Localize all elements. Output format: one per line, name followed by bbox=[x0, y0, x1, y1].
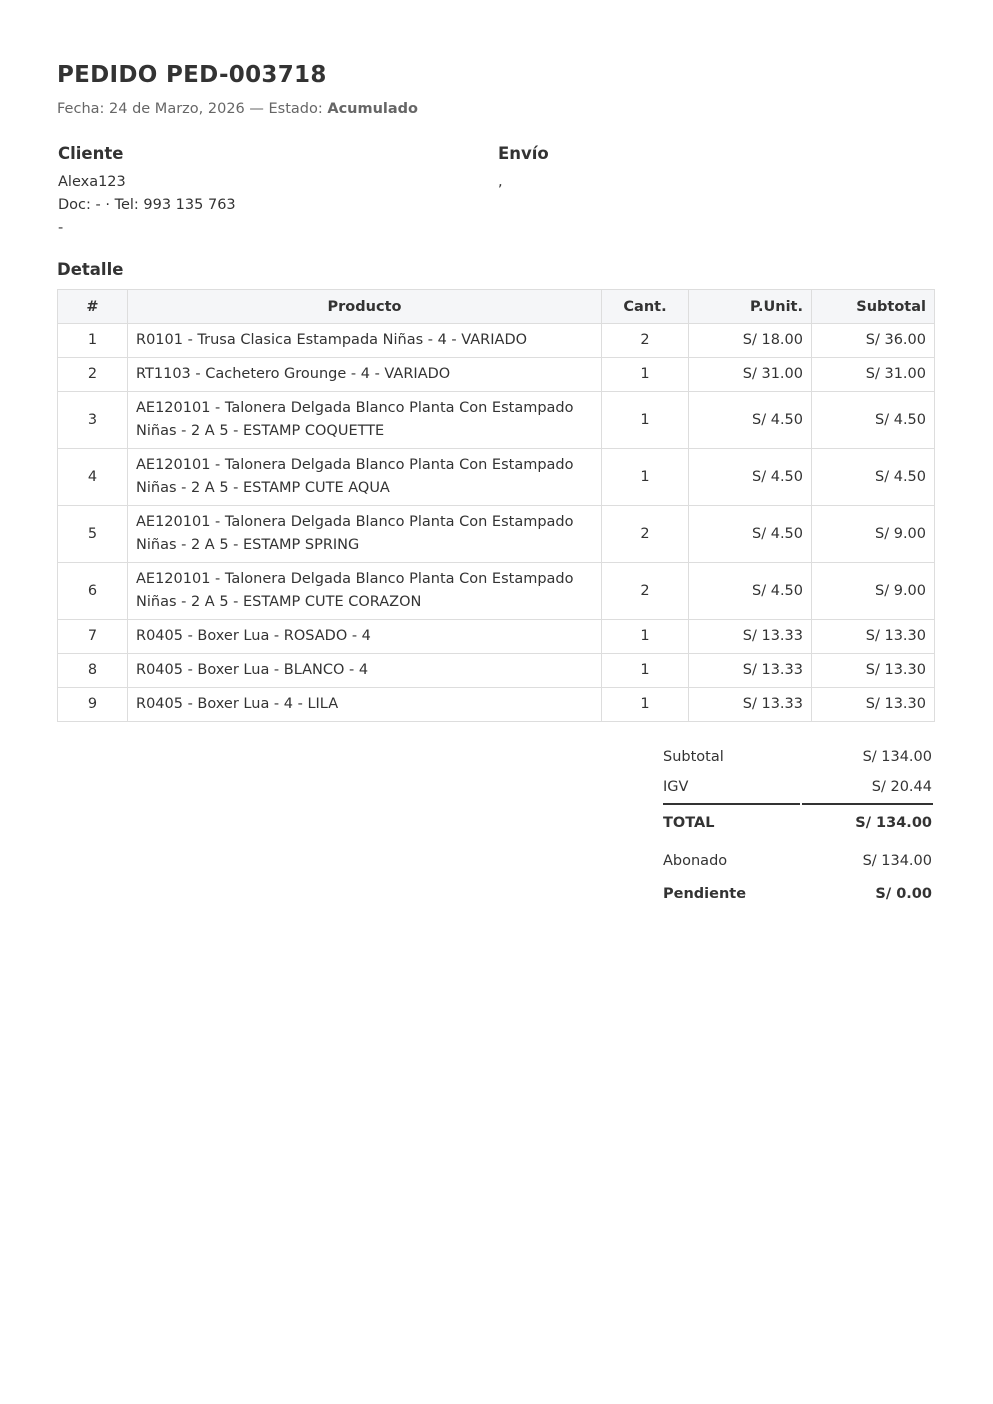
product-line: R0405 - Boxer Lua - 4 - LILA bbox=[136, 696, 339, 712]
row-unit-price: S/ 31.00 bbox=[689, 358, 812, 392]
row-unit-price: S/ 18.00 bbox=[689, 324, 812, 358]
page-title: PEDIDO PED-003718 bbox=[57, 62, 327, 88]
table-row bbox=[58, 324, 935, 358]
totals-total-row bbox=[662, 811, 935, 849]
row-product bbox=[128, 654, 602, 688]
totals-block bbox=[662, 745, 935, 912]
product-line: RT1103 - Cachetero Grounge - 4 - VARIADO bbox=[136, 366, 451, 382]
totals-pending-row bbox=[662, 882, 935, 912]
row-subtotal: S/ 13.30 bbox=[812, 688, 935, 722]
row-quantity: 1 bbox=[602, 688, 689, 722]
row-number: 3 bbox=[58, 392, 128, 449]
detail-heading: Detalle bbox=[57, 260, 124, 279]
row-product bbox=[128, 449, 602, 506]
product-line: Niñas - 2 A 5 - ESTAMP SPRING bbox=[136, 537, 360, 553]
row-quantity: 1 bbox=[602, 654, 689, 688]
row-unit-price: S/ 4.50 bbox=[689, 506, 812, 563]
row-subtotal: S/ 9.00 bbox=[812, 506, 935, 563]
shipping-heading: Envío bbox=[498, 144, 549, 163]
total-divider-left bbox=[663, 803, 800, 805]
product-line: AE120101 - Talonera Delgada Blanco Planta Con Estampado bbox=[136, 514, 574, 530]
row-number: 7 bbox=[58, 620, 128, 654]
row-subtotal: S/ 13.30 bbox=[812, 654, 935, 688]
table-row bbox=[58, 563, 935, 620]
totals-abonado-row bbox=[662, 849, 935, 882]
row-product bbox=[128, 506, 602, 563]
totals-abonado-label: Abonado bbox=[663, 853, 728, 869]
product-line: AE120101 - Talonera Delgada Blanco Planta Con Estampado bbox=[136, 571, 574, 587]
product-line: Niñas - 2 A 5 - ESTAMP CUTE AQUA bbox=[136, 480, 390, 496]
row-quantity: 1 bbox=[602, 358, 689, 392]
table-row bbox=[58, 392, 935, 449]
row-number: 6 bbox=[58, 563, 128, 620]
row-subtotal: S/ 4.50 bbox=[812, 449, 935, 506]
row-unit-price: S/ 13.33 bbox=[689, 620, 812, 654]
column-header-quantity: Cant. bbox=[602, 290, 689, 324]
row-unit-price: S/ 4.50 bbox=[689, 449, 812, 506]
row-quantity: 2 bbox=[602, 506, 689, 563]
row-unit-price: S/ 4.50 bbox=[689, 392, 812, 449]
totals-subtotal-label: Subtotal bbox=[663, 749, 724, 765]
row-number: 2 bbox=[58, 358, 128, 392]
totals-subtotal-value: S/ 134.00 bbox=[862, 749, 932, 765]
row-product bbox=[128, 358, 602, 392]
row-subtotal: S/ 31.00 bbox=[812, 358, 935, 392]
table-header-row bbox=[58, 290, 935, 324]
row-number: 1 bbox=[58, 324, 128, 358]
row-quantity: 1 bbox=[602, 449, 689, 506]
column-header-subtotal: Subtotal bbox=[812, 290, 935, 324]
totals-pending-value: S/ 0.00 bbox=[875, 886, 932, 902]
row-number: 4 bbox=[58, 449, 128, 506]
row-quantity: 2 bbox=[602, 563, 689, 620]
row-quantity: 1 bbox=[602, 620, 689, 654]
totals-igv-label: IGV bbox=[663, 779, 689, 795]
row-quantity: 1 bbox=[602, 392, 689, 449]
row-unit-price: S/ 4.50 bbox=[689, 563, 812, 620]
product-line: R0101 - Trusa Clasica Estampada Niñas - 4 - VARIADO bbox=[136, 332, 528, 348]
row-product bbox=[128, 620, 602, 654]
client-doc-tel: Doc: - · Tel: 993 135 763 bbox=[58, 197, 236, 213]
order-date: Fecha: 24 de Marzo, 2026 — Estado: bbox=[57, 101, 328, 117]
table-row bbox=[58, 449, 935, 506]
row-unit-price: S/ 13.33 bbox=[689, 654, 812, 688]
column-header-product: Producto bbox=[128, 290, 602, 324]
column-header-unit-price: P.Unit. bbox=[689, 290, 812, 324]
table-row bbox=[58, 358, 935, 392]
row-subtotal: S/ 4.50 bbox=[812, 392, 935, 449]
totals-abonado-value: S/ 134.00 bbox=[862, 853, 932, 869]
row-product bbox=[128, 563, 602, 620]
product-line: AE120101 - Talonera Delgada Blanco Planta Con Estampado bbox=[136, 457, 574, 473]
client-name: Alexa123 bbox=[58, 174, 126, 190]
totals-total-value: S/ 134.00 bbox=[855, 815, 932, 831]
row-number: 5 bbox=[58, 506, 128, 563]
row-number: 9 bbox=[58, 688, 128, 722]
row-unit-price: S/ 13.33 bbox=[689, 688, 812, 722]
client-heading: Cliente bbox=[58, 144, 124, 163]
shipping-address: , bbox=[498, 174, 503, 190]
row-product bbox=[128, 688, 602, 722]
totals-subtotal-row bbox=[662, 745, 935, 775]
table-row bbox=[58, 654, 935, 688]
product-line: Niñas - 2 A 5 - ESTAMP CUTE CORAZON bbox=[136, 594, 422, 610]
row-subtotal: S/ 9.00 bbox=[812, 563, 935, 620]
table-row bbox=[58, 506, 935, 563]
row-number: 8 bbox=[58, 654, 128, 688]
order-meta bbox=[57, 101, 418, 117]
column-header-number: # bbox=[58, 290, 128, 324]
row-product bbox=[128, 324, 602, 358]
total-divider-right bbox=[802, 803, 933, 805]
totals-total-label: TOTAL bbox=[663, 815, 715, 831]
product-line: Niñas - 2 A 5 - ESTAMP COQUETTE bbox=[136, 423, 385, 439]
table-body bbox=[58, 324, 935, 722]
row-quantity: 2 bbox=[602, 324, 689, 358]
product-line: R0405 - Boxer Lua - ROSADO - 4 bbox=[136, 628, 371, 644]
product-line: AE120101 - Talonera Delgada Blanco Planta Con Estampado bbox=[136, 400, 574, 416]
table-row bbox=[58, 688, 935, 722]
items-table bbox=[57, 289, 935, 722]
totals-pending-label: Pendiente bbox=[663, 886, 747, 902]
totals-igv-row bbox=[662, 775, 935, 805]
status-label: Acumulado bbox=[327, 101, 419, 117]
product-line: R0405 - Boxer Lua - BLANCO - 4 bbox=[136, 662, 369, 678]
row-subtotal: S/ 36.00 bbox=[812, 324, 935, 358]
totals-igv-value: S/ 20.44 bbox=[871, 779, 932, 795]
row-subtotal: S/ 13.30 bbox=[812, 620, 935, 654]
row-product bbox=[128, 392, 602, 449]
table-row bbox=[58, 620, 935, 654]
client-extra: - bbox=[58, 220, 64, 236]
